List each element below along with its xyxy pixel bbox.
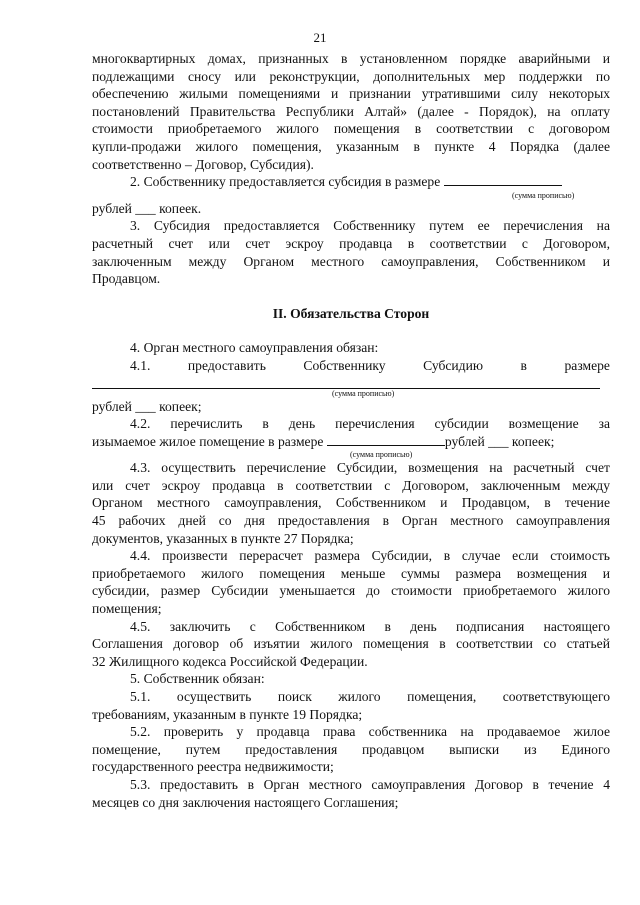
text-line: 45 рабочих дней со дня предоставления в Орган местного самоуправления [92, 513, 610, 529]
p2-text: 2. Собственнику предоставляется субсидия в размере [130, 174, 441, 190]
paragraph-4: 4. Орган местного самоуправления обязан: [130, 340, 379, 356]
amount-note: (сумма прописью) [512, 190, 575, 200]
text-line: государственного реестра недвижимости; [92, 759, 334, 775]
text-line: помещения; [92, 601, 162, 617]
text-line: 32 Жилищного кодекса Российской Федерации. [92, 653, 368, 669]
text-line: 4.2. перечислить в день перечисления субсидии возмещение за [130, 416, 610, 432]
word: Субсидию [423, 357, 484, 373]
text-line: соответственно – Договор, Субсидия). [92, 156, 314, 172]
text-line: приобретаемого жилого помещения меньше суммы размера возмещения и [92, 565, 610, 581]
paragraph-3 [92, 217, 610, 287]
paragraph-4-5 [92, 618, 610, 671]
paragraph-5-2 [92, 723, 610, 776]
paragraph-5: 5. Собственник обязан: [130, 671, 265, 687]
paragraph-4-1 [92, 357, 610, 415]
text-line: подлежащими сносу или реконструкции, дополнительных мер поддержки по [92, 68, 610, 84]
text-line: требованиям, указанным в пункте 19 Порядка; [92, 706, 363, 722]
paragraph-4-3 [92, 459, 610, 547]
document-body [92, 50, 610, 811]
paragraph-4-2 [92, 415, 610, 459]
text-line [92, 357, 610, 375]
text-line: 5.2. проверить у продавца права собственника на продаваемое жилое [130, 724, 610, 740]
section-title: II. Обязательства Сторон [272, 305, 430, 321]
text-line: рублей ___ копеек. [92, 200, 202, 216]
text-line: стоимости приобретаемого жилого помещения в соответствии с договором [92, 121, 610, 137]
amount-note: (сумма прописью) [350, 450, 413, 460]
text-line: расчетный счет или счет эскроу продавца в соответствии с Договором, [92, 235, 610, 251]
text-line: купли-продажи жилого помещения, указанным в пункте 4 Порядка (далее [92, 138, 610, 154]
word: 4.1. [130, 357, 151, 373]
text-line: 4.3. осуществить перечисление Субсидии, возмещения на расчетный счет [130, 460, 610, 476]
text-line: помещение, путем предоставления продавцом выписки из Единого [92, 741, 610, 757]
paragraph-5-3 [92, 776, 610, 811]
text-line: Соглашения договор об изъятии жилого помещения в соответствии со статьей [92, 636, 610, 652]
text-line: 5.1. осуществить поиск жилого помещения, соответствующего [130, 689, 610, 704]
text-line [92, 433, 610, 451]
amount-blank [327, 433, 445, 446]
word: размере [564, 357, 610, 373]
word: предоставить [187, 357, 266, 373]
text-line: обеспечению жилыми помещениями и признании утратившими силу некоторых [92, 86, 610, 102]
p42-end: рублей ___ копеек; [444, 433, 555, 449]
text-line: Органом местного самоуправления, Собственником и Продавцом, в течение [92, 495, 610, 511]
text-line: субсидии, размер Субсидии уменьшается до стоимости приобретаемого жилого [92, 583, 610, 599]
paragraph-5-1 [92, 688, 610, 723]
paragraph-2 [92, 173, 610, 217]
amount-blank [444, 173, 562, 186]
text-line: 4.5. заключить с Собственником в день подписания настоящего [130, 618, 610, 634]
text-line [92, 173, 610, 191]
amount-note: (сумма прописью) [332, 388, 395, 398]
text-line: заключенным между Органом местного самоуправления, Собственником и [92, 253, 610, 269]
text-line: документов, указанных в пункте 27 Порядка; [92, 530, 354, 546]
text-line: или счет эскроу продавца в соответствии с Договором, заключенным между [92, 477, 610, 493]
text-line: месяцев со дня заключения настоящего Соглашения; [92, 794, 399, 810]
text-line: рублей ___ копеек; [92, 398, 202, 414]
word: в [520, 357, 527, 373]
text-line: многоквартирных домах, признанных в установленном порядке аварийными и [92, 51, 610, 66]
text-line: 5.3. предоставить в Орган местного самоуправления Договор в течение 4 [130, 776, 610, 792]
page-number: 21 [313, 30, 327, 45]
text-line: постановлений Правительства Республики Алтай» (далее - Порядок), на оплату [92, 103, 610, 119]
paragraph-4-4 [92, 547, 610, 617]
p42-start: изымаемое жилое помещение в размере [92, 433, 324, 449]
text-line: 3. Субсидия предоставляется Собственнику путем ее перечисления на [130, 218, 610, 234]
word: Собственнику [303, 357, 386, 373]
text-line: Продавцом. [92, 271, 161, 287]
text-line: 4.4. произвести перерасчет размера Субсидии, в случае если стоимость [130, 548, 610, 564]
amount-blank [92, 375, 600, 389]
intro-paragraph [92, 50, 610, 173]
